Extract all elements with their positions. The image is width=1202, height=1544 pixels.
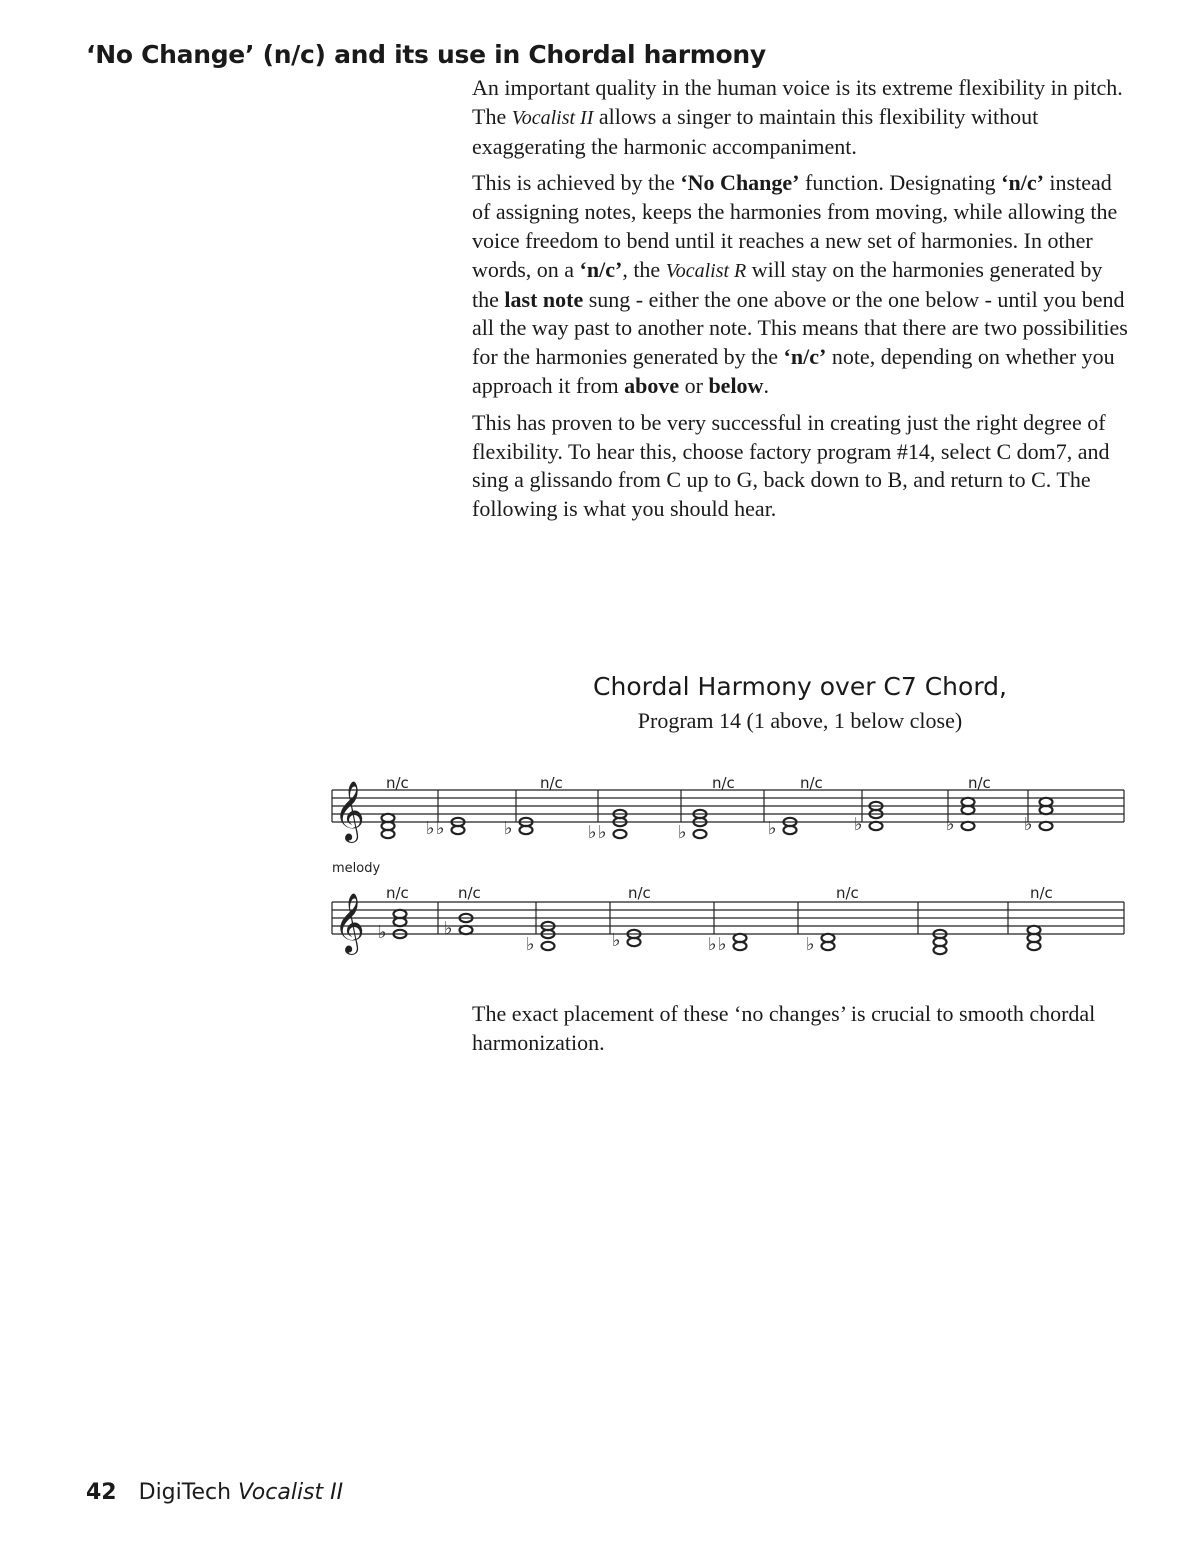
footer-brand: DigiTech xyxy=(138,1480,232,1505)
nc-label: n/c xyxy=(1030,884,1053,902)
nc-label: n/c xyxy=(968,774,991,792)
note-head xyxy=(694,830,707,838)
flat-sign-icon: ♭ xyxy=(854,814,863,835)
flat-sign-icon: ♭ xyxy=(504,818,513,839)
note-head xyxy=(542,942,555,950)
chord-notes-row-1 xyxy=(382,798,1053,843)
note-head xyxy=(962,822,975,830)
flat-sign-icon: ♭ xyxy=(436,818,445,839)
flat-sign-icon: ♭ xyxy=(378,922,387,943)
note-head xyxy=(460,926,473,934)
body-text xyxy=(472,74,1132,532)
melody-label: melody xyxy=(332,861,381,876)
music-notation xyxy=(328,760,1128,980)
flat-sign-icon: ♭ xyxy=(768,818,777,839)
flat-sign-icon: ♭ xyxy=(444,918,453,939)
page-number: 42 xyxy=(86,1480,117,1505)
nc-label: n/c xyxy=(458,884,481,902)
paragraph-2: This is achieved by the ‘No Change’ function. Designating ‘n/c’ instead of assigning notes, keeps the harmonies from moving, while allowing the voice freedom to bend until it reaches a new set of harmonies. In other words, on a ‘n/c’, the Vocalist R will stay on the harmonies generated by the last note sung - either the one above or the one below - until you bend all the way past to another note. This means that there are two possibilities for the harmonies generated by the ‘n/c’ note, depending on whether you approach it from above or below. xyxy=(472,170,1128,398)
flat-sign-icon: ♭ xyxy=(806,934,815,955)
flat-sign-icon: ♭ xyxy=(678,822,687,843)
flat-sign-icon: ♭ xyxy=(1024,814,1033,835)
flat-sign-icon: ♭ xyxy=(598,822,607,843)
footer-product: Vocalist II xyxy=(238,1480,344,1505)
flat-sign-icon: ♭ xyxy=(426,818,435,839)
note-head xyxy=(614,830,627,838)
note-head xyxy=(1040,822,1053,830)
flat-sign-icon: ♭ xyxy=(708,934,717,955)
nc-label: n/c xyxy=(540,774,563,792)
nc-label: n/c xyxy=(836,884,859,902)
flat-sign-icon: ♭ xyxy=(526,934,535,955)
product-name: Vocalist II xyxy=(511,106,594,129)
treble-clef-icon: 𝄞 xyxy=(334,893,365,953)
nc-label: n/c xyxy=(386,774,409,792)
flat-sign-icon: ♭ xyxy=(612,930,621,951)
flat-sign-icon: ♭ xyxy=(946,814,955,835)
product-name: Vocalist R xyxy=(665,259,747,282)
section-heading: ‘No Change’ (n/c) and its use in Chordal harmony xyxy=(86,40,766,69)
nc-label: n/c xyxy=(800,774,823,792)
figure-subtitle: Program 14 (1 above, 1 below close) xyxy=(637,708,963,733)
nc-label: n/c xyxy=(712,774,735,792)
nc-label: n/c xyxy=(628,884,651,902)
flat-sign-icon: ♭ xyxy=(718,934,727,955)
flat-sign-icon: ♭ xyxy=(588,822,597,843)
treble-clef-icon: 𝄞 xyxy=(334,781,365,841)
paragraph-3: This has proven to be very successful in creating just the right degree of flexibility. To hear this, choose factory program #14, select C dom7, and sing a glissando from C up to G, back down to B, and return to C. The following is what you should hear. xyxy=(472,409,1110,522)
figure-title: Chordal Harmony over C7 Chord, xyxy=(593,672,1007,701)
note-head xyxy=(870,822,883,830)
paragraph-1: An important quality in the human voice is its extreme flexibility in pitch. The Vocalist II allows a singer to maintain this flexibility without exaggerating the harmonic accompaniment. xyxy=(472,75,1123,159)
chord-notes-row-2 xyxy=(378,910,1041,955)
closing-paragraph: The exact placement of these ‘no changes’ is crucial to smooth chordal harmonization. xyxy=(472,1001,1096,1055)
nc-label: n/c xyxy=(386,884,409,902)
page-footer xyxy=(86,1480,343,1505)
